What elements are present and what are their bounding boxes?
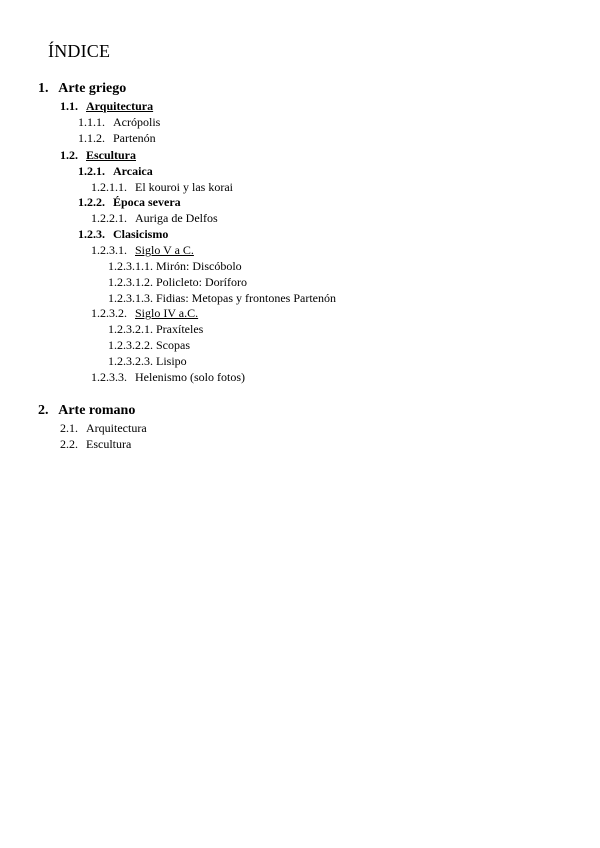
toc-entry-number: 1.2.3.3.: [91, 370, 127, 384]
toc-entry-label: Escultura: [86, 148, 137, 162]
toc-entry-number: 1.2.3.1.3.: [108, 291, 153, 305]
toc-entry-label: Siglo IV a.C.: [135, 306, 199, 320]
toc-entry-number: 1.: [38, 81, 49, 96]
toc-entry-number: 2.: [38, 403, 49, 418]
toc-entry-label: Arquitectura: [86, 99, 154, 113]
toc-entry-number: 1.2.3.1.: [91, 243, 127, 257]
toc-entry-partenon: [78, 130, 156, 146]
toc-entry-praxiteles: [108, 321, 203, 337]
toc-entry-siglo-v: [91, 242, 194, 258]
toc-entry-label: Acrópolis: [113, 115, 161, 129]
toc-entry-label: Mirón: Discóbolo: [156, 259, 242, 273]
toc-entry-label: El kouroi y las korai: [135, 180, 233, 194]
toc-entry-label: Arte romano: [58, 403, 136, 418]
toc-entry-label: Scopas: [156, 338, 190, 352]
toc-entry-number: 1.2.3.2.1.: [108, 322, 153, 336]
toc-entry-number: 1.1.2.: [78, 131, 105, 145]
toc-entry-auriga-delfos: [91, 210, 218, 226]
toc-entry-policleto: [108, 274, 247, 290]
toc-entry-number: 1.1.1.: [78, 115, 105, 129]
toc-entry-arcaica: [78, 163, 153, 179]
toc-entry-kouroi-korai: [91, 179, 233, 195]
toc-entry-escultura: [60, 147, 136, 163]
toc-entry-scopas: [108, 337, 190, 353]
toc-entry-number: 1.2.3.1.2.: [108, 275, 153, 289]
toc-entry-number: 1.2.2.1.: [91, 211, 127, 225]
toc-entry-fidias: [108, 290, 336, 306]
toc-entry-label: Partenón: [113, 131, 156, 145]
toc-entry-arte-griego: [38, 81, 126, 97]
toc-entry-label: Escultura: [86, 437, 132, 451]
page-title: ÍNDICE: [48, 41, 111, 61]
toc-entry-lisipo: [108, 353, 187, 369]
toc-entry-number: 1.2.3.2.: [91, 306, 127, 320]
toc-entry-arte-romano: [38, 403, 135, 419]
toc-entry-siglo-iv: [91, 305, 198, 321]
toc-entry-escultura-romana: [60, 436, 131, 452]
toc-entry-label: Auriga de Delfos: [135, 211, 218, 225]
toc-entry-label: Lisipo: [156, 354, 187, 368]
toc-entry-number: 1.2.1.1.: [91, 180, 127, 194]
toc-entry-label: Praxíteles: [156, 322, 204, 336]
toc-entry-arquitectura: [60, 98, 153, 114]
toc-entry-number: 1.2.2.: [78, 195, 105, 209]
toc-entry-number: 1.2.3.: [78, 227, 105, 241]
toc-entry-arquitectura-romana: [60, 420, 147, 436]
toc-entry-label: Policleto: Doríforo: [156, 275, 247, 289]
toc-entry-number: 1.2.1.: [78, 164, 105, 178]
toc-entry-label: Arcaica: [113, 164, 153, 178]
toc-entry-helenismo: [91, 369, 245, 385]
toc-entry-acropolis: [78, 114, 160, 130]
toc-entry-miron: [108, 258, 242, 274]
toc-entry-number: 1.2.3.2.2.: [108, 338, 153, 352]
toc-entry-label: Arquitectura: [86, 421, 147, 435]
toc-entry-number: 1.1.: [60, 99, 78, 113]
toc-entry-number: 2.1.: [60, 421, 78, 435]
toc-entry-label: Siglo V a C.: [135, 243, 194, 257]
toc-entry-number: 1.2.3.1.1.: [108, 259, 153, 273]
toc-entry-clasicismo: [78, 226, 168, 242]
toc-entry-number: 1.2.3.2.3.: [108, 354, 153, 368]
toc-entry-label: Fidias: Metopas y frontones Partenón: [156, 291, 336, 305]
toc-entry-number: 2.2.: [60, 437, 78, 451]
toc-entry-label: Helenismo (solo fotos): [135, 370, 245, 384]
toc-entry-label: Clasicismo: [113, 227, 169, 241]
toc-entry-epoca-severa: [78, 194, 181, 210]
toc-entry-label: Época severa: [113, 195, 181, 209]
toc-entry-number: 1.2.: [60, 148, 78, 162]
toc-entry-label: Arte griego: [58, 81, 127, 96]
